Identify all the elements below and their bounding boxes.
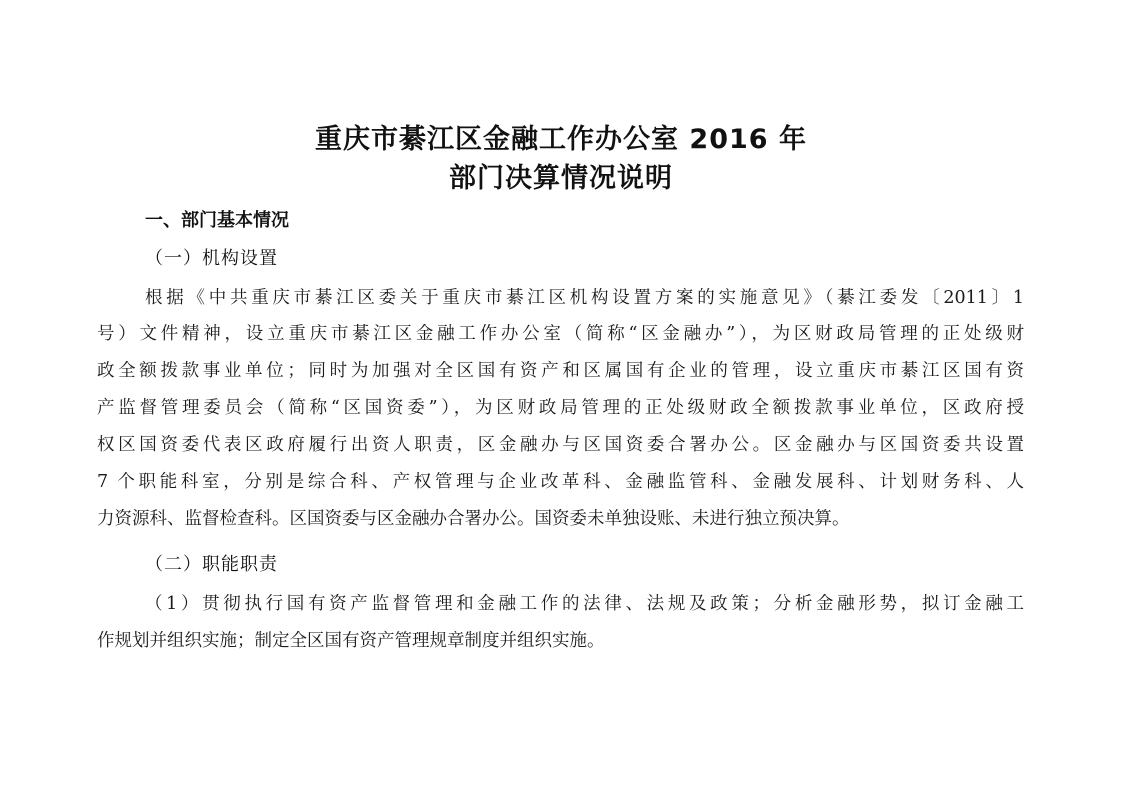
paragraph-line: 政全额拨款事业单位；同时为加强对全区国有资产和区属国有企业的管理，设立重庆市綦江区国有资 [97, 361, 1024, 381]
subsection-heading-functions: （二）职能职责 [145, 554, 278, 575]
paragraph-line: 力资源科、监督检查科。区国资委与区金融办合署办公。国资委未单独设账、未进行独立预决算。 [97, 509, 850, 529]
section-heading-basic-info: 一、部门基本情况 [145, 210, 289, 231]
paragraph-line: 号）文件精神，设立重庆市綦江区金融工作办公室（简称“区金融办”），为区财政局管理的正处级财 [97, 324, 1024, 344]
document-title-line-2: 部门决算情况说明 [449, 163, 673, 194]
paragraph-line: 作规划并组织实施；制定全区国有资产管理规章制度并组织实施。 [97, 631, 605, 651]
document-title-line-1: 重庆市綦江区金融工作办公室 2016 年 [315, 124, 807, 155]
paragraph-line: 产监督管理委员会（简称“区国资委”），为区财政局管理的正处级财政全额拨款事业单位，区政府授 [97, 398, 1024, 418]
subsection-heading-organization: （一）机构设置 [145, 248, 278, 269]
paragraph-line: 根据《中共重庆市綦江区委关于重庆市綦江区机构设置方案的实施意见》（綦江委发〔2011〕1 [145, 288, 1024, 308]
paragraph-line: （1）贯彻执行国有资产监督管理和金融工作的法律、法规及政策；分析金融形势，拟订金融工 [145, 594, 1024, 614]
paragraph-line: 7 个职能科室，分别是综合科、产权管理与企业改革科、金融监管科、金融发展科、计划财务科、人 [97, 472, 1024, 492]
paragraph-line: 权区国资委代表区政府履行出资人职责，区金融办与区国资委合署办公。区金融办与区国资委共设置 [97, 435, 1024, 455]
